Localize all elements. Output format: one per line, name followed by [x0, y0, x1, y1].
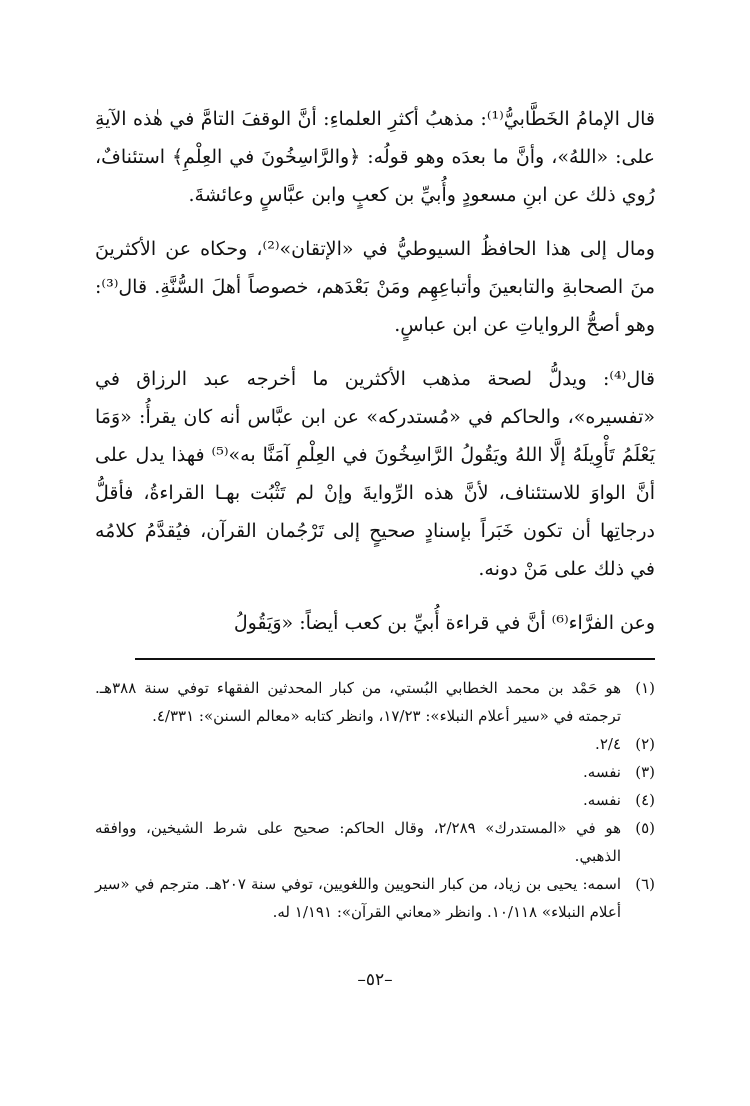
- footnote-divider: [135, 658, 655, 660]
- paragraph-evidence: قال⁽⁴⁾: ويدلُّ لصحة مذهب الأكثرين ما أخرجه عبد الرزاق في «تفسيره»، والحاكم في «مُستدركه» عن ابن عبَّاس أنه كان يقرأُ: «وَمَا يَعْلَمُ تَأْوِيلَهُ إلَّا اللهُ ويَقُولُ الرَّاسِخُونَ في العِلْمِ آمَنَّا به»⁽⁵⁾ فهذا يدل على أنَّ الواوَ للاستئناف، لأنَّ هذه الرِّوايةَ وإنْ لم تَثْبُت بهـا القراءةُ، فأقلُّ درجاتِها أن تكون خَبَراً بإسنادٍ صحيحٍ إلى تَرْجُمان القرآن، فيُقدَّمُ كلامُه في ذلك على مَنْ دونه.: [95, 368, 655, 580]
- footnote: [95, 674, 655, 730]
- footnote: [95, 814, 655, 870]
- footnote-text: اسمه: يحيى بن زياد، من كبار النحويين واللغويين، توفي سنة ٢٠٧هـ. مترجم في «سير أعلام النبلاء» ١٠/١١٨. وانظر «معاني القرآن»: ١/١٩١ له.: [95, 875, 621, 921]
- footnote-number: (٤): [635, 791, 655, 809]
- footnote-text: ٢/٤.: [595, 735, 621, 753]
- footnote: [95, 870, 655, 926]
- footnote-number: (٣): [635, 763, 655, 781]
- footnote-text: نفسه.: [583, 791, 621, 809]
- footnote-number: (١): [635, 679, 655, 697]
- footnote: [95, 786, 655, 814]
- footnote: [95, 758, 655, 786]
- footnote-text: هو في «المستدرك» ٢/٢٨٩، وقال الحاكم: صحيح على شرط الشيخين، ووافقه الذهبي.: [95, 819, 621, 865]
- footnote-number: (٢): [635, 735, 655, 753]
- paragraph-farra: وعن الفرَّاء⁽⁶⁾ أنَّ في قراءة أُبيِّ بن كعب أيضاً: «وَيَقُولُ: [233, 612, 655, 634]
- main-text: [95, 100, 655, 642]
- footnote: [95, 730, 655, 758]
- paragraph-suyuti: ومال إلى هذا الحافظُ السيوطيُّ في «الإتقان»⁽²⁾، وحكاه عن الأكثرينَ منَ الصحابةِ والتابعينَ وأتباعِهِم ومَنْ بَعْدَهم، خصوصاً أهلَ السُّنَّةِ. قال⁽³⁾: وهو أصحُّ الرواياتِ عن ابن عباسٍ.: [95, 238, 655, 336]
- footnote-number: (٥): [635, 819, 655, 837]
- footnote-number: (٦): [635, 875, 655, 893]
- footnote-text: نفسه.: [583, 763, 621, 781]
- footnote-text: هو حَمْد بن محمد الخطابي البُستي، من كبار المحدثين الفقهاء توفي سنة ٣٨٨هـ. ترجمته في «سير أعلام النبلاء»: ١٧/٢٣، وانظر كتابه «معالم السنن»: ٤/٣٣١.: [95, 679, 621, 725]
- page-number: –٥٢–: [357, 970, 393, 990]
- paragraph-khattabi: قال الإمامُ الخَطَّابيُّ⁽¹⁾: مذهبُ أكثرِ العلماءِ: أنَّ الوقفَ التامَّ في هٰذه الآيةِ على: «اللهُ»، وأنَّ ما بعدَه وهو قولُه: ﴿والرَّاسِخُونَ في العِلْمِ﴾ استئنافٌ، رُوي ذلك عن ابنِ مسعودٍ وأُبيِّ بن كعبٍ وابن عبَّاسٍ وعائشةَ.: [95, 108, 655, 206]
- footnotes: [95, 674, 655, 926]
